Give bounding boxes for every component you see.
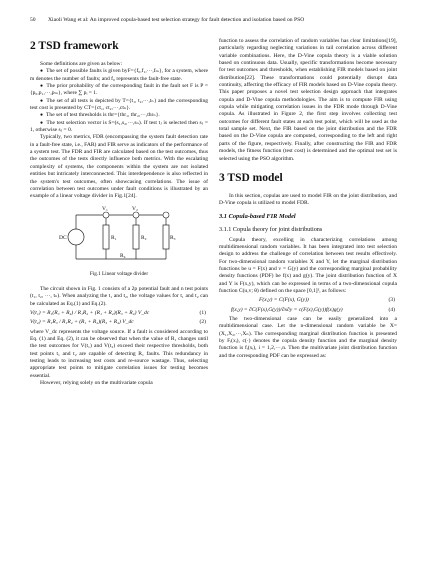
eq2-denominator: R₁R₂ + (R₁ + R₂)(R₃ + R₄) (62, 319, 121, 326)
eq1-denominator: R₁R₂ + (R₁ + R₂)(R₃ + R₄) (77, 309, 137, 316)
test-point-v2 (133, 212, 139, 218)
eq2-tail: V_dc (122, 319, 134, 326)
figure-voltage-divider (30, 205, 208, 269)
left-column (30, 38, 208, 387)
eq2-numerator: R₁R₃ (47, 319, 58, 326)
right-column (219, 38, 397, 360)
dc-label: DC (59, 234, 67, 241)
definition-fault-set: ● The set of possible faults is given byF={f₀,f₁,···,fₘ}, for a system, where m denotes the number of faults; and f₀ represents the fault-free state. (30, 68, 208, 83)
paragraph-however: However, relying solely on the multivariate copula (40, 380, 153, 386)
eq1-lhs: V(t₁) = (30, 309, 46, 316)
running-title: Xiaoli Wang et al: An improved copula-based test selection strategy for fault detection and isolation based on PSO (48, 17, 305, 23)
eq3-number: (3) (388, 297, 395, 304)
dc-source-icon (68, 229, 84, 245)
equation-4 (219, 307, 397, 314)
equation-3 (219, 297, 397, 304)
definitions-intro: Some definitions are given as below: (40, 61, 123, 67)
resistor-r2 (133, 225, 139, 249)
label-r1: R₁ (111, 234, 117, 241)
eq1-tail: V_dc (137, 309, 150, 316)
section-title-tsd-model: 3 TSD model (219, 171, 283, 184)
paragraph-metrics: Typically, two metrics, FDR (encompassing the system fault detection rate in a fault-free state, i.e., FAR) and FIR serve as indicators of the performance of a system test. The FDR and FIR are calculated based on the test outcomes, thus the outcomes of the tests directly influence both metrics. With the escalating complexity of systems, the components within the system are not isolated entities but intricately interconnected. This interdependence is also reflected in the system's test outcomes, often showcasing correlations. The issue of correlation between test outcomes under fault conditions is illustrated by an example of a linear voltage divider in Fig.1[24]. (30, 134, 208, 200)
paragraph-redundancy: where V_dc represents the voltage source. If a fault is considered according to Eq. (1) and Eq. (2), it can be observed that when the value of R₁ changes until the test outcomes for V(t₁) and V(t₂) exceed their respective thresholds, both test points t₁ and t₂ are capable of detecting R₁ faults. This redundancy in testing leads to increasing test costs and re-source wastage. Thus, selecting appropriate test points to mitigate correlation issues for testing becomes essential. (30, 328, 208, 379)
paragraph-circuit: The circuit shown in Fig. 1 consists of a 2p potential fault and n test points (t₁, t₂, ···, tₙ). When analyzing the t₁ and t₂, the voltage values for t₁ and t₂ can be calculated as Eq.(1) and Eq.(2). (30, 285, 208, 307)
equation-1: V(t₁) = R₁(R₃ + R₄) / R₁R₂ + (R₁ + R₂)(R₃ + R₄) V_dc (1) (30, 309, 206, 316)
label-r3: R₃ (170, 234, 176, 241)
equation-2: V(t₂) = R₁R₃ / R₁R₂ + (R₁ + R₂)(R₃ + R₄) V_dc (2) (30, 319, 206, 326)
definition-prior-probability: ● The prior probability of the corresponding fault in the fault set F is P = {p₀,p₁,···,pₘ}, where ∑ pᵢ = 1. (30, 83, 208, 98)
section-title-tsd-framework: 2 TSD framework (30, 40, 119, 52)
resistor-r1 (103, 225, 109, 249)
label-v1: V₁ (102, 205, 108, 212)
label-r2: R₂ (141, 234, 147, 241)
circuit-diagram (58, 205, 178, 267)
subsection-title: 3.1 Copula-based FIR Model (219, 212, 296, 220)
paragraph-copula-theory: Copula theory, excelling in characterizing correlations among multidimensional random variables. It has been integrated into test selection design to address the challenge of correlation between test results effectively. For two-dimensional random variables X and Y, let the marginal distribution functions be u = F(x) and v = G(y) and the corresponding marginal probability density functions (PDF) be f(x) and g(y). The joint distribution function of X and Y is F(x,y), which can be expressed in terms of a two-dimensional copula function C(u,v; θ) defined on the space [0,1]², as follows: (219, 236, 397, 294)
paragraph-section-intro: In this section, copulas are used to model FIR on the joint distribution, and D-Vine copula is utilized to model FDR. (219, 192, 397, 207)
subsubsection-title: 3.1.1 Copula theory for joint distributions (219, 225, 323, 233)
definition-test-set: ● The set of all tests is depicted by T={t₁, t₂,···,tₙ} and the corresponding test cost is presented by CT={ct₁, ct₂,···,ctₙ}. (30, 98, 208, 113)
eq4-number: (4) (388, 306, 395, 313)
eq1-number: (1) (199, 309, 206, 316)
label-r4: R₄ (120, 252, 126, 259)
figure-caption: Fig.1 Linear voltage divider (89, 270, 149, 277)
eq1-numerator: R₁(R₃ + R₄) (47, 309, 74, 316)
label-v2: V₂ (132, 205, 138, 212)
test-point-v3 (163, 212, 169, 218)
page-number: 50 (30, 17, 36, 23)
definition-thresholds: ● The set of test thresholds is thr={thr₁, thr₂,···,thrₙ}. (30, 112, 208, 119)
eq2-number: (2) (199, 319, 206, 326)
eq4-body: f(x,y) = ∂C(F(x),G(y))/∂x∂y = c(F(x),G(y))f(x)g(y) (231, 306, 343, 313)
paragraph-multidimensional: The two-dimensional case can be easily generalized into a multidimensional case. Let the n-dimensional random variable be X=(X₁,X₂,···,Xₙ). The corresponding marginal distribution function is presented by Fᵢ(xᵢ), c(·) denotes the copula density function and the marginal density function is fᵢ(xᵢ), i = 1,2,···,n. Then the multivariate joint distribution function and the corresponding PDF can be expressed as: (219, 315, 397, 359)
eq2-lhs: V(t₂) = (30, 319, 46, 326)
definition-selection-vector: ● The test selection vector is S=(s₁,s₂,···,sₙ). If test tⱼ is selected then sⱼ = 1, otherwise sⱼ = 0. (30, 120, 208, 135)
resistor-r3 (163, 225, 169, 249)
test-point-v1 (103, 212, 109, 218)
eq3-body: F(x,y) = C(F(x), G(y)) (259, 297, 309, 304)
paragraph-dvine-intro: function to assess the correlation of random variables has clear limitations[19], particularly regarding neglecting variations in tail correlation across different variable combinations. Here, the D-Vine copula theory is a viable solution based on continuous data. Usually, specific transformations become necessary for test outcomes and thresholds, when establishing FIR models based on joint distribution[22]. These transformations could potentially disrupt data continuity, affecting the efficacy of FIR models based on D-Vine copula theory. This paper proposes a novel test selection design approach that integrates copula and D-Vine copula methodologies. The aim is to compute FIR using copula while mitigating correlation issues in the FDR mode through D-Vine copula. As illustrated in Figure 2, the first step involves collecting test outcomes for different fault states at each test point, which will be used as the total sample set. Next, the FIR based on the joint distribution and the FDR based on the D-Vine copula are computed, corresponding to the left and right parts of the figure, respectively. Finally, after constructing the FIR and FDR models, the fitness function (test cost) is determined and the optimal test set is selected using the PSO algorithm. (219, 38, 397, 162)
